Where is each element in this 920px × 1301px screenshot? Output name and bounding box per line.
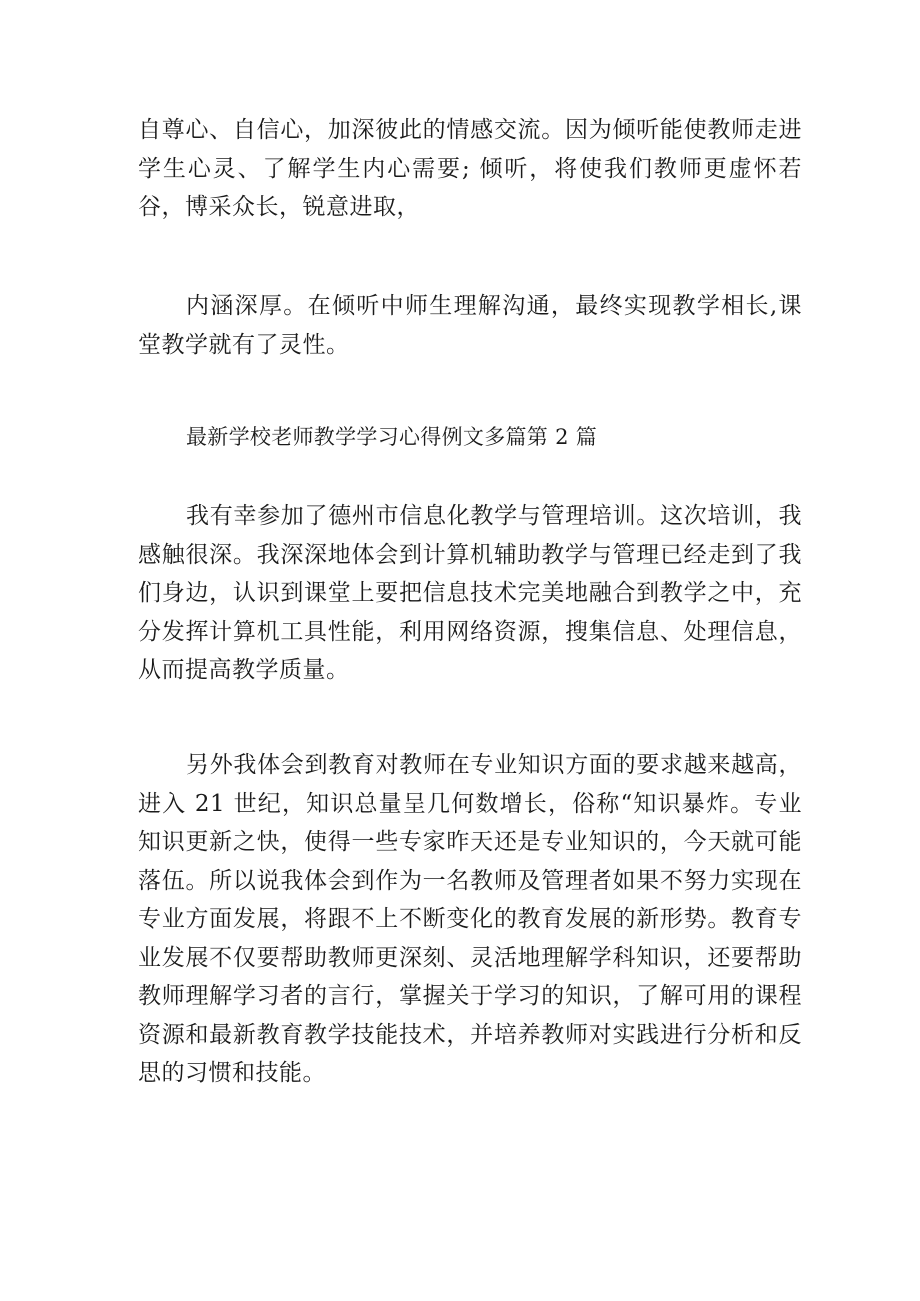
paragraph-2: 内涵深厚。在倾听中师生理解沟通，最终实现教学相长,课堂教学就有了灵性。 <box>138 293 802 358</box>
paragraph-3: 我有幸参加了德州市信息化教学与管理培训。这次培训，我感触很深。我深深地体会到计算机辅助教学与管理已经走到了我们身边，认识到课堂上要把信息技术完美地融合到教学之中，充分发挥计算机工具性能，利用网络资源，搜集信息、处理信息，从而提高教学质量。 <box>138 503 802 683</box>
section-title: 最新学校老师教学学习心得例文多篇第 2 篇 <box>186 425 598 449</box>
paragraph-4: 另外我体会到教育对教师在专业知识方面的要求越来越高，进入 21 世纪，知识总量呈几何数增长，俗称“知识暴炸。专业知识更新之快，使得一些专家昨天还是专业知识的，今天就可能落伍。所以说我体会到作为一名教师及管理者如果不努力实现在专业方面发展，将跟不上不断变化的教育发展的新形势。教育专业发展不仅要帮助教师更深刻、灵活地理解学科知识，还要帮助教师理解学习者的言行，掌握关于学习的知识，了解可用的课程资源和最新教育教学技能技术，并培养教师对实践进行分析和反思的习惯和技能。 <box>138 752 802 1086</box>
paragraph-1: 自尊心、自信心，加深彼此的情感交流。因为倾听能使教师走进学生心灵、了解学生内心需要; 倾听，将使我们教师更虚怀若谷，博采众长，锐意进取， <box>138 117 802 220</box>
